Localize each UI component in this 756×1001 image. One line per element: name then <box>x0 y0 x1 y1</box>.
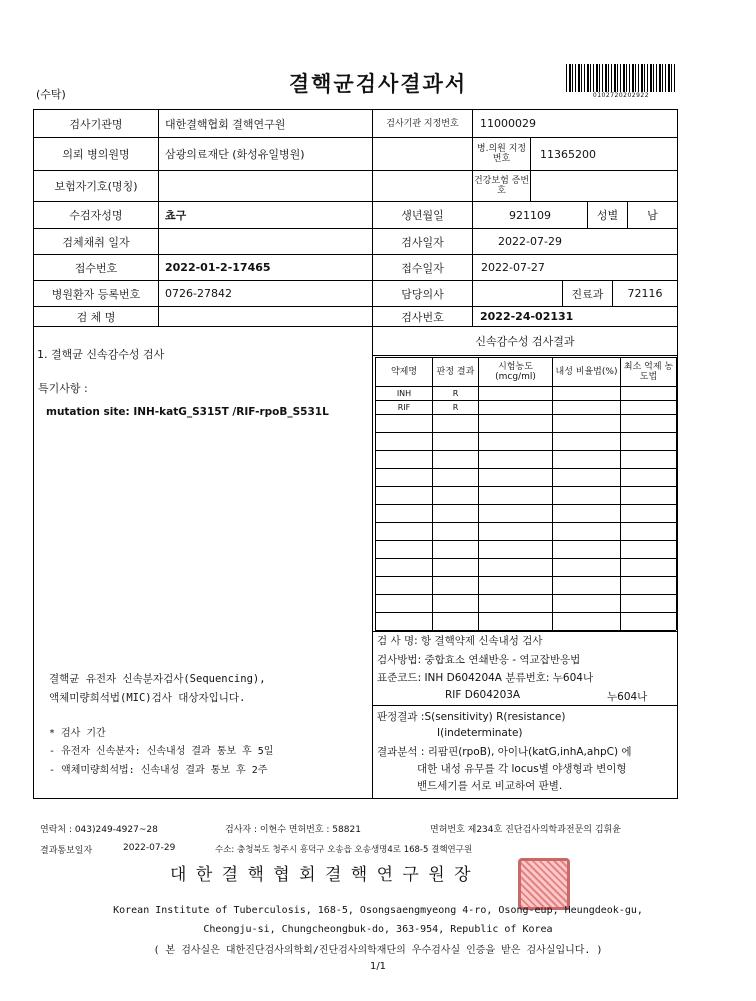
report-date-label: 결과통보일자 <box>40 846 93 856</box>
period-line-1: - 유전자 신속분자: 신속내성 결과 통보 후 5일 <box>49 746 274 757</box>
insured-value <box>165 171 370 201</box>
birth-value: 921109 <box>509 208 551 222</box>
lab-id-label: 검사기관 지정번호 <box>386 118 459 129</box>
barcode-image <box>566 64 676 92</box>
insured-label: 보험자기호(명칭) <box>54 180 138 193</box>
standard-code: 표준코드: INH D604204A 분류번호: 누604나 <box>377 672 594 684</box>
col-judgment: 판정 결과 <box>436 367 475 377</box>
institute-address-en-2: Cheongju-si, Chungcheongbuk-do, 363-954, Republic of Korea <box>203 924 553 935</box>
received-date-label: 접수일자 <box>401 261 444 275</box>
analysis-line-2: 대한 내성 유무를 각 locus별 야생형과 변이형 <box>417 763 627 775</box>
judgment-legend-2: I(indeterminate) <box>437 727 523 739</box>
test-name: 검 사 명: 항 결핵약제 신속내성 검사 <box>377 635 543 647</box>
hospital-patient-label: 병원환자 등록번호 <box>51 287 141 301</box>
collect-date-label: 검체채취 일자 <box>62 235 130 249</box>
institute-address-en: Korean Institute of Tuberculosis, 168-5, Osongsaengmyeong 4-ro, Osong-eup, Heungdeok-gu, <box>113 905 643 916</box>
method-line-1: 결핵균 유전자 신속분자검사(Sequencing), <box>49 673 266 685</box>
analysis-line-1: 결과분석 : 리팜핀(rpoB), 아이나(katG,inhA,ahpC) 에 <box>377 746 632 758</box>
standard-code-2: RIF D604203A <box>445 689 521 701</box>
col-drug: 약제명 <box>390 367 418 377</box>
period-title: * 검사 기간 <box>49 728 106 739</box>
test-date-label: 검사일자 <box>401 235 444 249</box>
lab-name-label: 검사기관명 <box>69 117 123 131</box>
collect-date-value <box>165 229 370 254</box>
col-concentration: 시험농도 (mcg/ml) <box>495 362 536 382</box>
lab-id-value: 11000029 <box>480 117 536 130</box>
sex-label: 성별 <box>596 209 619 222</box>
row-drug-inh: INH <box>396 389 412 398</box>
section-title: 1. 결핵균 신속감수성 검사 <box>37 348 165 361</box>
test-number-value: 2022-24-02131 <box>480 310 574 323</box>
dept-value: 72116 <box>627 287 663 300</box>
row-result-inh: R <box>452 389 459 398</box>
mutation-site: mutation site: INH-katG_S315T /RIF-rpoB_S531L <box>46 406 329 418</box>
client-id-label: 병.의원 지정번호 <box>476 144 527 164</box>
row-drug-rif: RIF <box>397 403 411 412</box>
insurance-id-value <box>540 171 670 201</box>
certification-note: ( 본 검사실은 대한진단검사의학회/진단검사의학재단의 우수검사실 인증을 받은 검사실입니다. ) <box>153 945 603 956</box>
test-date-value: 2022-07-29 <box>498 235 562 248</box>
license-note: 면허번호 제234호 진단검사의학과전문의 김휘윤 <box>430 825 621 835</box>
test-method: 검사방법: 중합효소 연쇄반응 - 역교잡반응법 <box>377 654 581 666</box>
class-number-2: 누604나 <box>607 691 648 703</box>
accession-label: 접수번호 <box>74 261 118 275</box>
official-seal <box>518 858 570 910</box>
receipt-label: (수탁) <box>36 88 66 101</box>
institute-name-ko: 대 한 결 핵 협 회 결 핵 연 구 원 장 <box>170 865 473 885</box>
method-box-top <box>372 631 677 632</box>
page-number: 1/1 <box>369 961 387 972</box>
doctor-label: 담당의사 <box>401 287 444 301</box>
judgment-legend: 판정결과 :S(sensitivity) R(resistance) <box>377 711 566 723</box>
birth-label: 생년월일 <box>401 209 444 222</box>
specimen-value <box>165 307 370 326</box>
report-date: 2022-07-29 <box>123 843 176 853</box>
method-line-2: 액체미량희석법(MIC)검사 대상자입니다. <box>49 692 246 704</box>
doctor-value <box>480 281 560 306</box>
client-id-value: 11365200 <box>540 147 596 161</box>
result-table-title: 신속감수성 검사결과 <box>475 334 575 348</box>
method-box-divider <box>372 705 677 706</box>
period-line-2: - 액체미량희석법: 신속내성 결과 통보 후 2주 <box>49 765 268 776</box>
insurance-id-label: 건강보험 증번호 <box>473 176 530 196</box>
dept-label: 진료과 <box>571 287 604 301</box>
notes-label: 특기사항 : <box>38 382 88 395</box>
specimen-label: 검 체 명 <box>76 310 116 324</box>
patient-name-value: 쵸구 <box>165 209 187 222</box>
document-title: 결핵균검사결과서 <box>288 72 468 96</box>
barcode-number: 0102720202922 <box>592 92 650 99</box>
col-mic: 최소 억제 농도법 <box>623 362 674 382</box>
lab-name-value: 대한결핵협회 결핵연구원 <box>165 117 286 131</box>
client-value: 삼광의료재단 (화성유일병원) <box>165 148 305 161</box>
client-label: 의뢰 병의원명 <box>62 148 130 161</box>
test-number-label: 검사번호 <box>401 310 444 324</box>
received-date-value: 2022-07-27 <box>481 261 545 274</box>
accession-value: 2022-01-2-17465 <box>165 261 271 274</box>
hospital-patient-value: 0726-27842 <box>165 287 232 300</box>
col-proportion: 내성 비율법(%) <box>555 367 618 377</box>
contact-phone: 연락처 : 043)249-4927~28 <box>40 825 158 835</box>
analysis-line-3: 밴드세기를 서로 비교하여 판별. <box>417 780 563 792</box>
sex-value: 남 <box>647 209 658 222</box>
examiner: 검사자 : 이현수 면허번호 : 58821 <box>225 825 361 835</box>
row-result-rif: R <box>452 403 459 412</box>
patient-name-label: 수검자성명 <box>69 209 123 222</box>
address-ko: 수소: 충청북도 청주시 흥덕구 오송읍 오송생명4로 168-5 결핵연구원 <box>215 845 473 855</box>
